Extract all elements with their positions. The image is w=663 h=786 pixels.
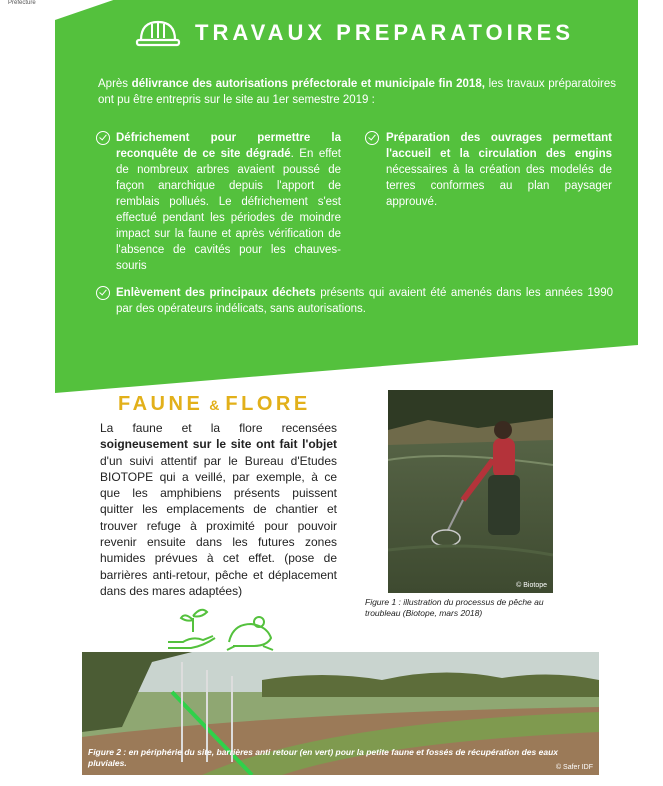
- faune-flore-title: FAUNE & FLORE: [118, 393, 311, 415]
- travaux-title: TRAVAUX PREPARATOIRES: [195, 20, 574, 45]
- travaux-intro: Après délivrance des autorisations préfectorale et municipale fin 2018, les travaux préparatoires ont pu être entrepris sur le site au 1er semestre 2019 :: [98, 78, 616, 106]
- check-circle-icon: [365, 131, 379, 145]
- figure2-credit: © Safer IDF: [555, 764, 593, 771]
- header-left-note: Préfecture: [8, 0, 36, 6]
- biodiversity-icons: [163, 602, 283, 652]
- item-preparation: Préparation des ouvrages permettant l'accueil et la circulation des engins nécessaires à la création des modelés de terres conformes au plan paysager approuvé.: [386, 132, 612, 208]
- figure1-credit: © Biotope: [516, 582, 547, 589]
- item-dechets: Enlèvement des principaux déchets présents qui avaient été amenés dans les années 1990 par des opérateurs indélicats, sans autorisations.: [116, 287, 613, 315]
- faune-flore-text: La faune et la flore recensées soigneusement sur le site ont fait l'objet d'un suivi attentif par le Bureau d'Etudes BIOTOPE qui a veillé, par exemple, à ce que les amphibiens présents puissent quitter les emplacements de chantier et trouver refuge à proximité pour pouvoir revenir ensuite dans les futures zones humides prévues à cet effet. (pose de barrières anti-retour, pêche et déplacement dans des mares adaptées): [100, 421, 337, 598]
- figure1-caption: Figure 1 : illustration du processus de pêche au troubleau (Biotope, mars 2018): [365, 597, 544, 618]
- item-defrichement: Défrichement pour permettre la reconquête de ce site dégradé. En effet de nombreux arbres avaient poussé de façon anarchique depuis l'apport de remblais pollués. Le défrichement s'est effectué pendant les périodes de moindre impact sur la faune et après vérification de l'absence de cavités pour les chauves-souris: [116, 132, 341, 272]
- check-circle-icon: [96, 286, 110, 300]
- frog-icon: [227, 617, 273, 650]
- photo-peche-troubleau: [388, 390, 553, 593]
- hard-hat-icon: [135, 18, 181, 48]
- travaux-header: [135, 18, 574, 48]
- photo-barrieres: [82, 652, 599, 775]
- hand-sprout-icon: [168, 610, 215, 648]
- check-circle-icon: [96, 131, 110, 145]
- figure2-caption: Figure 2 : en périphérie du site, barrières anti retour (en vert) pour la petite faune et fossés de récupération des eaux pluviales.: [88, 747, 558, 768]
